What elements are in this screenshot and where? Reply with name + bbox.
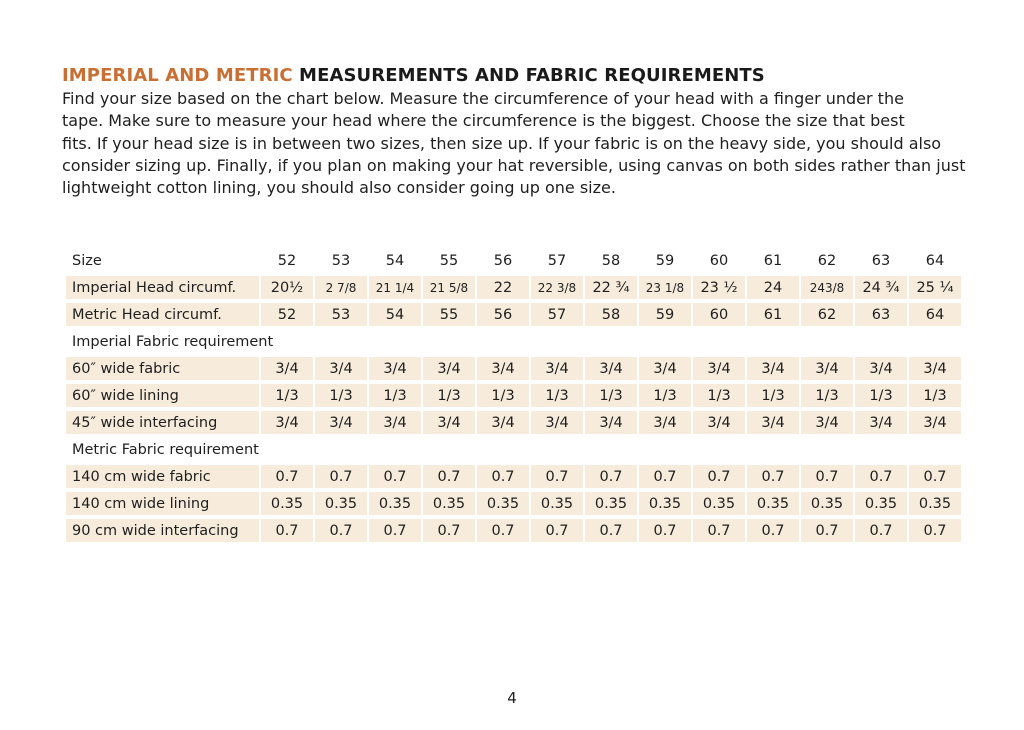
table-row — [66, 492, 961, 515]
table-cell: 1/3 — [423, 384, 475, 407]
table-cell: 3/4 — [693, 357, 745, 380]
intro-line: Find your size based on the chart below. Measure the circumference of your head with a finger under the — [62, 89, 904, 108]
table-cell: 1/3 — [855, 384, 907, 407]
table-row — [66, 411, 961, 434]
table-cell: 64 — [925, 252, 945, 269]
table-cell: 243/8 — [801, 276, 853, 299]
table-row — [66, 465, 961, 488]
table-cell: 0.7 — [909, 465, 961, 488]
row-label: 60″ wide lining — [66, 384, 259, 407]
table-cell: 0.7 — [855, 465, 907, 488]
table-cell: 53 — [331, 252, 351, 269]
table-cell: 0.7 — [585, 519, 637, 542]
table-cell: 1/3 — [639, 384, 691, 407]
table-cell: 52 — [277, 252, 297, 269]
table-cell: 57 — [547, 252, 567, 269]
table-cell: 0.7 — [909, 519, 961, 542]
page-number: 4 — [507, 689, 517, 707]
table-cell: 23 ½ — [693, 276, 745, 299]
table-cell: 0.35 — [747, 492, 799, 515]
row-label: Imperial Head circumf. — [66, 276, 259, 299]
table-cell: 0.7 — [693, 465, 745, 488]
table-cell: 3/4 — [369, 411, 421, 434]
table-cell: 0.7 — [585, 465, 637, 488]
table-cell: 3/4 — [693, 411, 745, 434]
table-cell: 0.7 — [477, 465, 529, 488]
table-cell: 3/4 — [855, 357, 907, 380]
table-cell: 54 — [385, 252, 405, 269]
table-cell: 21 1/4 — [369, 276, 421, 299]
table-cell: 24 ¾ — [855, 276, 907, 299]
page-heading — [62, 65, 765, 86]
table-cell: 0.7 — [261, 519, 313, 542]
table-cell: 58 — [585, 303, 637, 326]
table-cell: 0.35 — [585, 492, 637, 515]
table-cell: 0.7 — [477, 519, 529, 542]
table-cell: 59 — [655, 252, 675, 269]
table-cell: 0.7 — [639, 465, 691, 488]
table-cell: 22 — [477, 276, 529, 299]
table-cell: 3/4 — [315, 357, 367, 380]
table-cell: 3/4 — [531, 411, 583, 434]
table-cell: 3/4 — [747, 411, 799, 434]
table-cell: 57 — [531, 303, 583, 326]
table-cell: 0.35 — [639, 492, 691, 515]
table-cell: 0.7 — [369, 465, 421, 488]
table-row — [66, 519, 961, 542]
table-row — [66, 384, 961, 407]
table-cell: 1/3 — [801, 384, 853, 407]
table-cell: 0.35 — [531, 492, 583, 515]
table-cell: 3/4 — [801, 357, 853, 380]
table-cell: 61 — [763, 252, 783, 269]
table-cell: 3/4 — [261, 357, 313, 380]
table-cell: 0.35 — [855, 492, 907, 515]
table-cell: 55 — [439, 252, 459, 269]
table-cell: 1/3 — [369, 384, 421, 407]
table-cell: 1/3 — [315, 384, 367, 407]
table-cell: 54 — [369, 303, 421, 326]
row-label: 140 cm wide lining — [66, 492, 259, 515]
table-cell: 0.7 — [747, 465, 799, 488]
table-cell: 60 — [693, 303, 745, 326]
table-row — [66, 276, 961, 299]
table-cell: 1/3 — [585, 384, 637, 407]
row-label: 45″ wide interfacing — [66, 411, 259, 434]
table-cell: 62 — [801, 303, 853, 326]
table-cell: 3/4 — [855, 411, 907, 434]
table-cell: 3/4 — [423, 357, 475, 380]
header-row — [66, 249, 961, 272]
table-cell: 21 5/8 — [423, 276, 475, 299]
table-cell: 2 7/8 — [315, 276, 367, 299]
table-cell: 3/4 — [585, 357, 637, 380]
intro-paragraph — [62, 88, 972, 199]
table-cell: 56 — [477, 303, 529, 326]
table-cell: 20½ — [261, 276, 313, 299]
intro-line: fits. If your head size is in between two sizes, then size up. If your fabric is on the heavy side, you should also — [62, 133, 942, 153]
row-label: Metric Head circumf. — [66, 303, 259, 326]
table-cell: 0.7 — [261, 465, 313, 488]
table-cell: 0.7 — [369, 519, 421, 542]
table-cell: 0.7 — [639, 519, 691, 542]
heading-accent: IMPERIAL AND METRIC — [62, 65, 293, 86]
table-cell: 3/4 — [585, 411, 637, 434]
table-cell: 22 3/8 — [531, 276, 583, 299]
table-cell: 63 — [855, 303, 907, 326]
table-cell: 62 — [817, 252, 837, 269]
table-cell: 60 — [709, 252, 729, 269]
table-cell: 3/4 — [261, 411, 313, 434]
table-cell: 3/4 — [423, 411, 475, 434]
row-label: Size — [72, 252, 102, 269]
row-label: 140 cm wide fabric — [66, 465, 259, 488]
table-cell: 0.35 — [477, 492, 529, 515]
section-row-imperial — [66, 330, 961, 353]
intro-line: consider sizing up. Finally, if you plan on making your hat reversible, using canvas on both sides rather than just — [62, 155, 966, 175]
row-label: 90 cm wide interfacing — [66, 519, 259, 542]
table-row — [66, 303, 961, 326]
table-cell: 0.7 — [801, 465, 853, 488]
table-cell: 3/4 — [909, 411, 961, 434]
size-chart-table — [64, 245, 963, 546]
table-cell: 0.35 — [315, 492, 367, 515]
table-cell: 22 ¾ — [585, 276, 637, 299]
table-cell: 3/4 — [639, 411, 691, 434]
table-cell: 1/3 — [909, 384, 961, 407]
table-cell: 0.7 — [747, 519, 799, 542]
table-cell: 3/4 — [531, 357, 583, 380]
table-cell: 1/3 — [261, 384, 313, 407]
table-cell: 64 — [909, 303, 961, 326]
intro-line: lightweight cotton lining, you should also consider going up one size. — [62, 178, 616, 198]
table-cell: 56 — [493, 252, 513, 269]
table-cell: 3/4 — [369, 357, 421, 380]
table-cell: 0.7 — [423, 465, 475, 488]
table-cell: 1/3 — [747, 384, 799, 407]
table-cell: 58 — [601, 252, 621, 269]
table-cell: 0.35 — [261, 492, 313, 515]
table-cell: 3/4 — [747, 357, 799, 380]
table-cell: 3/4 — [909, 357, 961, 380]
table-cell: 53 — [315, 303, 367, 326]
table-cell: 0.35 — [423, 492, 475, 515]
table-row — [66, 357, 961, 380]
table-cell: 23 1/8 — [639, 276, 691, 299]
table-cell: 59 — [639, 303, 691, 326]
table-cell: 0.7 — [315, 519, 367, 542]
section-heading: Imperial Fabric requirement — [72, 333, 274, 350]
table-cell: 0.7 — [801, 519, 853, 542]
table-cell: 0.35 — [369, 492, 421, 515]
section-row-metric — [66, 438, 961, 461]
section-heading: Metric Fabric requirement — [72, 441, 259, 458]
intro-line: tape. Make sure to measure your head where the circumference is the biggest. Choose the size that best — [62, 111, 905, 131]
table-cell: 0.7 — [531, 519, 583, 542]
heading-rest: MEASUREMENTS AND FABRIC REQUIREMENTS — [292, 65, 765, 86]
table-cell: 0.7 — [315, 465, 367, 488]
table-cell: 0.35 — [909, 492, 961, 515]
table-cell: 0.35 — [693, 492, 745, 515]
table-cell: 1/3 — [477, 384, 529, 407]
table-cell: 25 ¼ — [909, 276, 961, 299]
table-cell: 52 — [261, 303, 313, 326]
table-cell: 24 — [747, 276, 799, 299]
table-cell: 0.7 — [531, 465, 583, 488]
table-cell: 55 — [423, 303, 475, 326]
table-cell: 3/4 — [801, 411, 853, 434]
table-cell: 3/4 — [639, 357, 691, 380]
table-cell: 0.7 — [855, 519, 907, 542]
table-cell: 3/4 — [477, 357, 529, 380]
table-cell: 0.35 — [801, 492, 853, 515]
table-cell: 61 — [747, 303, 799, 326]
table-cell: 3/4 — [315, 411, 367, 434]
table-cell: 3/4 — [477, 411, 529, 434]
table-cell: 63 — [871, 252, 891, 269]
table-cell: 1/3 — [693, 384, 745, 407]
row-label: 60″ wide fabric — [66, 357, 259, 380]
table-cell: 0.7 — [423, 519, 475, 542]
table-cell: 0.7 — [693, 519, 745, 542]
table-cell: 1/3 — [531, 384, 583, 407]
